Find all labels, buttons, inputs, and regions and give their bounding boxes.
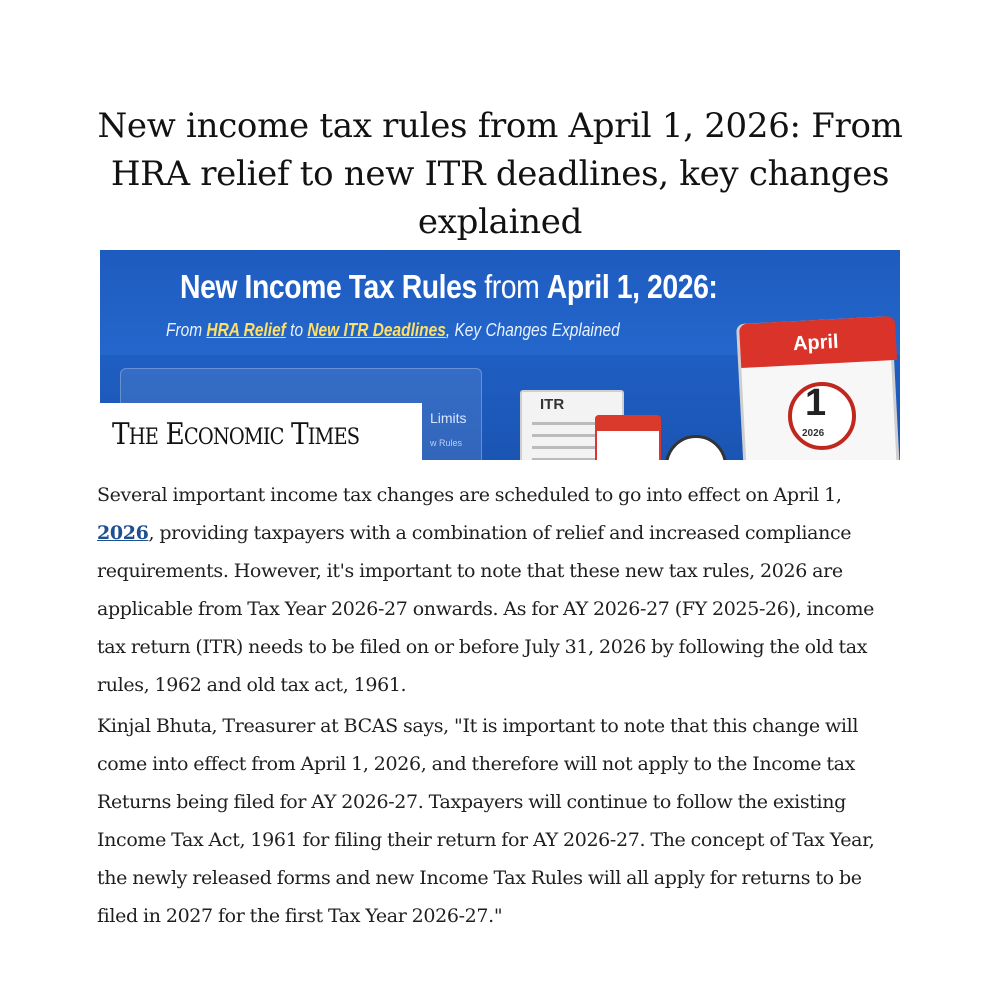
banner-title-from: from (476, 268, 547, 305)
article-body (97, 476, 903, 935)
banner-panel-subtext: w Rules (430, 438, 463, 448)
banner-subtitle (166, 320, 620, 341)
calendar-day: 1 (805, 382, 827, 424)
paragraph-text: , providing taxpayers with a combination of relief and increased compliance requirements. However, it's important to note that these new tax rules, 2026 are applicable from Tax Year 2026-27 onwards. As for AY 2026-27 (FY 2025-26), income tax return (ITR) needs to be filed on or before July 31, 2026 by following the old tax rules, 1962 and old tax act, 1961. (97, 522, 875, 696)
logo-letter: T (112, 417, 129, 452)
publisher-logo (112, 417, 359, 452)
clock-icon (665, 435, 727, 460)
itr-form-label: ITR (540, 396, 565, 413)
paragraph-text: Several important income tax changes are scheduled to go into effect on April 1, (97, 484, 842, 506)
banner-panel-text: Limits (430, 410, 467, 426)
banner-subtitle-rest: , Key Changes Explained (445, 320, 620, 340)
article-headline: New income tax rules from April 1, 2026: From HRA relief to new ITR deadlines, key changes explained (97, 106, 903, 242)
banner-title (180, 268, 717, 306)
banner-subtitle-itr: New ITR Deadlines (307, 320, 446, 340)
logo-letter: E (157, 417, 184, 452)
small-calendar-header (595, 415, 661, 431)
logo-letters: IMES (307, 425, 360, 450)
year-link[interactable]: 2026 (97, 522, 149, 544)
article-paragraph-2: Kinjal Bhuta, Treasurer at BCAS says, "It is important to note that this change will come into effect from April 1, 2026, and therefore will not apply to the Income tax Returns being filed for AY 2026-27. Taxpayers will continue to follow the existing Income Tax Act, 1961 for filing their return for AY 2026-27. The concept of Tax Year, the newly released forms and new Income Tax Rules will all apply for returns to be filed in 2027 for the first Tax Year 2026-27." (97, 715, 875, 927)
calendar-year: 2026 (802, 428, 825, 439)
banner-title-date: April 1, 2026: (546, 268, 718, 305)
banner-subtitle-to: to (285, 320, 308, 340)
banner-subtitle-hra: HRA Relief (206, 320, 286, 340)
logo-letters: HE (128, 425, 158, 450)
logo-letters: CONOMIC (183, 425, 284, 450)
logo-letter: T (283, 417, 308, 452)
calendar-month: April (792, 330, 840, 356)
banner-subtitle-from: From (166, 320, 207, 340)
banner-title-bold: New Income Tax Rules (180, 268, 477, 305)
article-paragraph-1 (97, 476, 903, 704)
